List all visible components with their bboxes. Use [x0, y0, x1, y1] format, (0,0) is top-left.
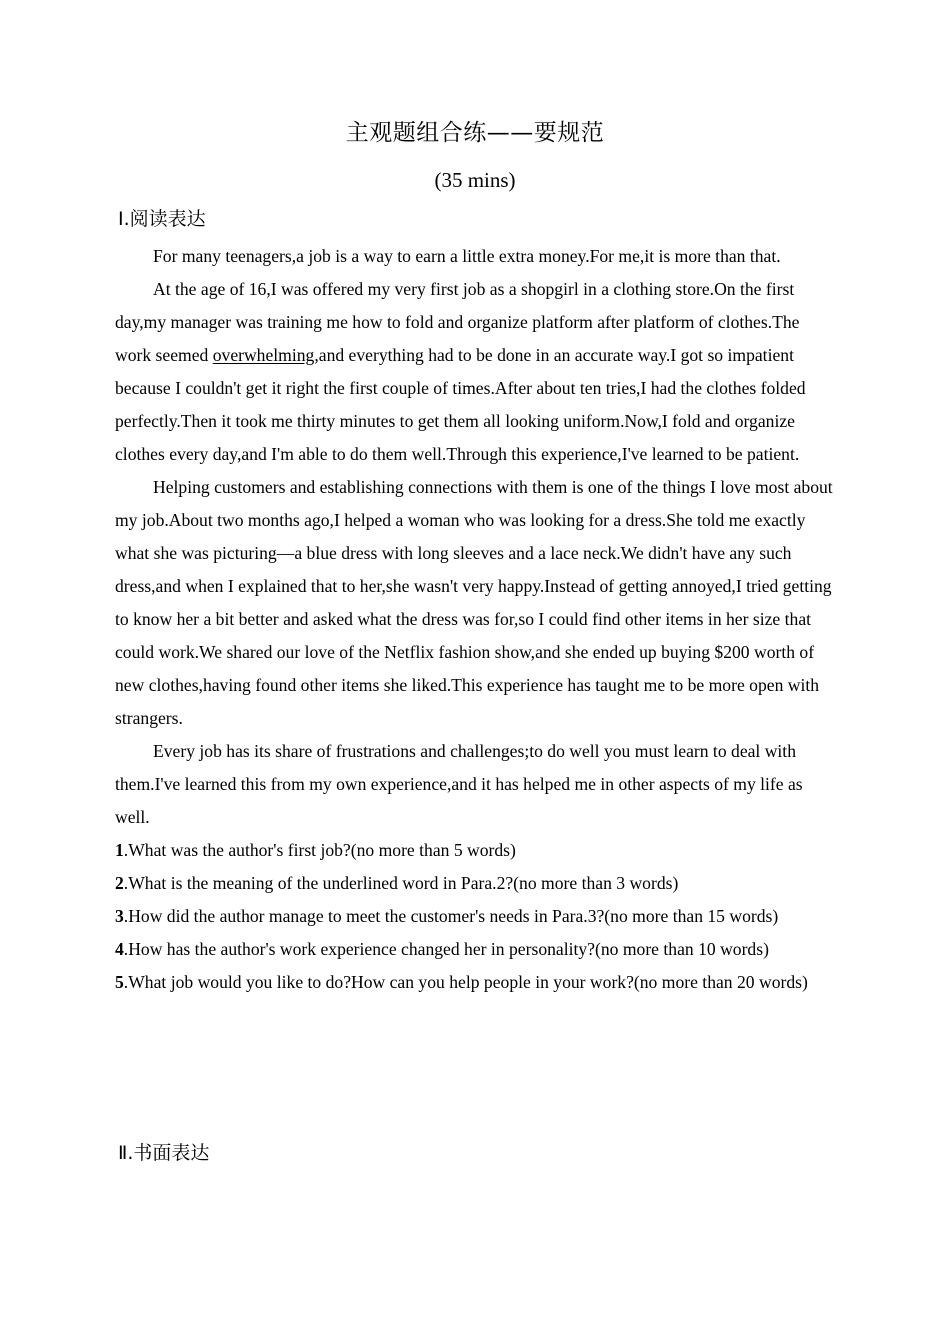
question-text: .What job would you like to do?How can you help people in your work?(no more than 20 words) — [123, 972, 808, 992]
paragraph-2-after: ,and everything had to be done in an accurate way.I got so impatient because I couldn't get it right the first couple of times.After about ten tries,I had the clothes folded perfectly.Then it took me thirty minutes to get them all looking uniform.Now,I fold and organize clothes every day,and I'm able to do them well.Through this experience,I've learned to be patient. — [115, 345, 806, 464]
section-heading-writing: Ⅱ.书面表达 — [118, 1142, 210, 1164]
question-5 — [115, 966, 835, 999]
paragraph-4: Every job has its share of frustrations and challenges;to do well you must learn to deal with them.I've learned this from my own experience,and it has helped me in other aspects of my life as well. — [115, 741, 803, 827]
question-number: 3 — [115, 906, 124, 926]
page-title: 主观题组合练——要规范 — [345, 120, 605, 146]
question-number: 4 — [115, 939, 124, 959]
paragraph-2-before: At the age of 16,I was offered my very first job as a shopgirl in a clothing store.On the first day,my manager was training me how to fold and organize platform after platform of clothes.The work seemed — [115, 279, 800, 365]
question-text: .What was the author's first job?(no more than 5 words) — [123, 840, 516, 860]
reading-passage — [115, 240, 835, 999]
question-1 — [115, 834, 835, 867]
question-number: 1 — [115, 840, 124, 860]
paragraph-1: For many teenagers,a job is a way to earn a little extra money.For me,it is more than that. — [153, 246, 781, 266]
section-heading-reading: Ⅰ.阅读表达 — [118, 208, 206, 230]
question-number: 2 — [115, 873, 124, 893]
question-text: .How has the author's work experience changed her in personality?(no more than 10 words) — [123, 939, 769, 959]
question-3 — [115, 900, 835, 933]
question-text: .How did the author manage to meet the customer's needs in Para.3?(no more than 15 words) — [123, 906, 779, 926]
underlined-word: overwhelming — [212, 345, 315, 365]
question-4 — [115, 933, 835, 966]
paragraph-3: Helping customers and establishing connections with them is one of the things I love most about my job.About two months ago,I helped a woman who was looking for a dress.She told me exactly what she was picturing—a blue dress with long sleeves and a lace neck.We didn't have any such dress,and when I explained that to her,she wasn't very happy.Instead of getting annoyed,I tried getting to know her a bit better and asked what the dress was for,so I could find other items in her size that could work.We shared our love of the Netflix fashion show,and she ended up buying $200 worth of new clothes,having found other items she liked.This experience has taught me to be more open with strangers. — [115, 477, 833, 728]
time-limit: (35 mins) — [434, 168, 516, 192]
question-2 — [115, 867, 835, 900]
question-number: 5 — [115, 972, 124, 992]
paragraph-2 — [115, 273, 835, 471]
question-text: .What is the meaning of the underlined word in Para.2?(no more than 3 words) — [123, 873, 679, 893]
